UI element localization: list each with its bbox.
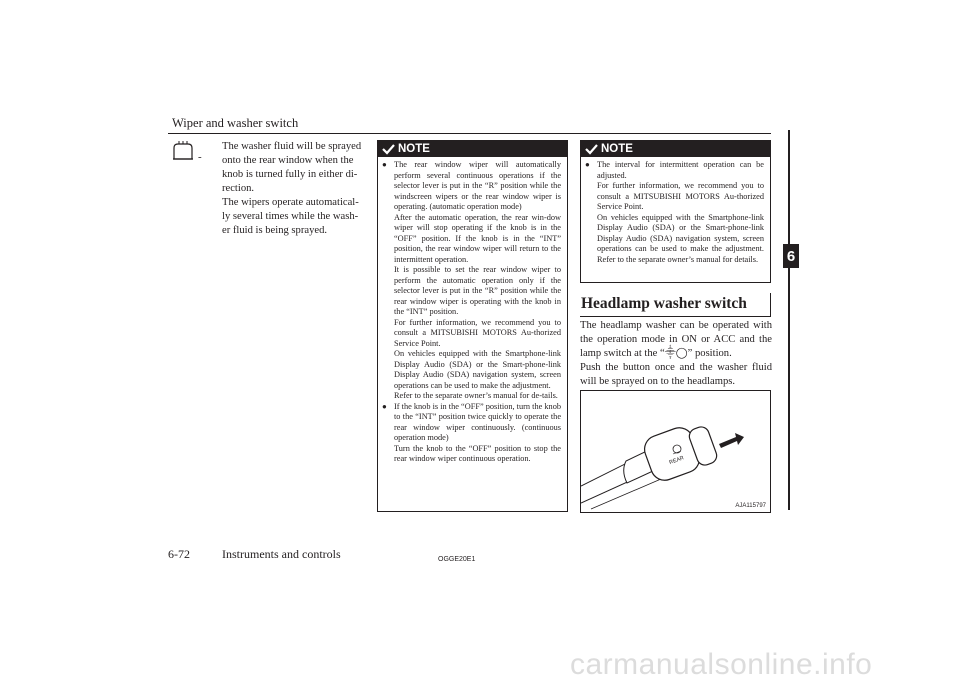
rear-washer-icon	[171, 141, 195, 166]
note-line: For further information, we recommend you to consult a MITSUBISHI MOTORS Au-thorized Service Point.	[394, 317, 561, 348]
note-line: After the automatic operation, the rear win-dow wiper will stop operating if the knob is in the “OFF” position. If the knob is in the “INT” position, the rear window wiper will return to the intermittent operation.	[394, 212, 561, 264]
note-line: Refer to the separate owner’s manual for de-tails.	[394, 391, 558, 400]
note-item	[382, 160, 561, 402]
note-line: The interval for intermittent operation can be adjusted.	[597, 160, 764, 180]
figure-id: AJA115797	[735, 503, 766, 509]
footer-code: OGGE20E1	[438, 556, 476, 563]
bullet-icon: ●	[382, 160, 387, 169]
note-header	[378, 141, 567, 157]
push-arrow-icon	[719, 433, 744, 448]
icon-dash: -	[198, 151, 202, 163]
note-line: For further information, we recommend you to consult a MITSUBISHI MOTORS Au-thorized Service Point.	[597, 181, 764, 211]
note-icon	[382, 144, 395, 155]
note-label: NOTE	[398, 143, 430, 155]
note-box-middle	[377, 140, 568, 512]
note-header	[581, 141, 770, 157]
note-box-right	[580, 140, 771, 283]
note-icon	[585, 144, 598, 155]
section-heading: Headlamp washer switch	[580, 293, 771, 317]
note-line: The rear window wiper will automatically perform several continuous operations if the selector lever is put in the “R” position while the windscreen wipers or the rear window wiper is operating. (automatic operation mode)	[394, 160, 561, 211]
chapter-tab-bar	[788, 130, 790, 510]
note-item	[585, 160, 764, 265]
note-line: It is possible to set the rear window wiper to perform the automatic operation only if the selector lever is put in the “R” position while the rear window wiper is operating with the knob in the “INT” position.	[394, 265, 561, 316]
bullet-icon: ●	[382, 401, 387, 411]
note-line: On vehicles equipped with the Smartphone-link Display Audio (SDA) or the Smart-phone-link Display Audio (SDA) navigation system, screen operations can be used to make the adjustment.	[394, 349, 561, 390]
chapter-tab: 6	[783, 244, 799, 268]
note-label: NOTE	[601, 143, 633, 155]
wiper-lever-illustration	[580, 390, 771, 513]
footer-section-title: Instruments and controls	[222, 547, 341, 561]
left-column-text	[222, 140, 364, 238]
note-line: If the knob is in the “OFF” position, turn the knob to the “INT” position twice quickly to operate the rear window wiper continuously. (continuous operation mode)	[394, 401, 561, 442]
section-body	[580, 319, 772, 389]
note-item	[382, 402, 561, 465]
page-number: 6-72	[168, 547, 190, 561]
section-paragraph-1: The headlamp washer can be operated with the operation mode in ON or ACC and the lamp switch at the “⸎◯” position.	[580, 320, 772, 359]
knob-label: REAR	[668, 455, 685, 467]
header-rule	[168, 133, 771, 134]
page-header-title: Wiper and washer switch	[172, 116, 299, 130]
section-paragraph-2: Push the button once and the washer fluid will be sprayed on to the headlamps.	[580, 362, 772, 387]
left-paragraph-1: The washer fluid will be sprayed onto the rear window when the knob is turned fully in either di-rection.	[222, 141, 362, 194]
watermark: carmanualsonline.info	[570, 648, 873, 681]
note-line: Turn the knob to the “OFF” position to stop the rear window wiper continuous operation.	[394, 443, 561, 463]
note-line: On vehicles equipped with the Smartphone-link Display Audio (SDA) or the Smart-phone-link Display Audio (SDA) navigation system, screen operations can be used to make the adjustment. Refer to the separate owner’s manual for details.	[597, 212, 764, 264]
left-paragraph-2: The wipers operate automatical-ly several times while the wash-er fluid is being sprayed.	[222, 197, 359, 236]
lever-drawing	[581, 391, 770, 512]
bullet-icon: ●	[585, 160, 590, 169]
